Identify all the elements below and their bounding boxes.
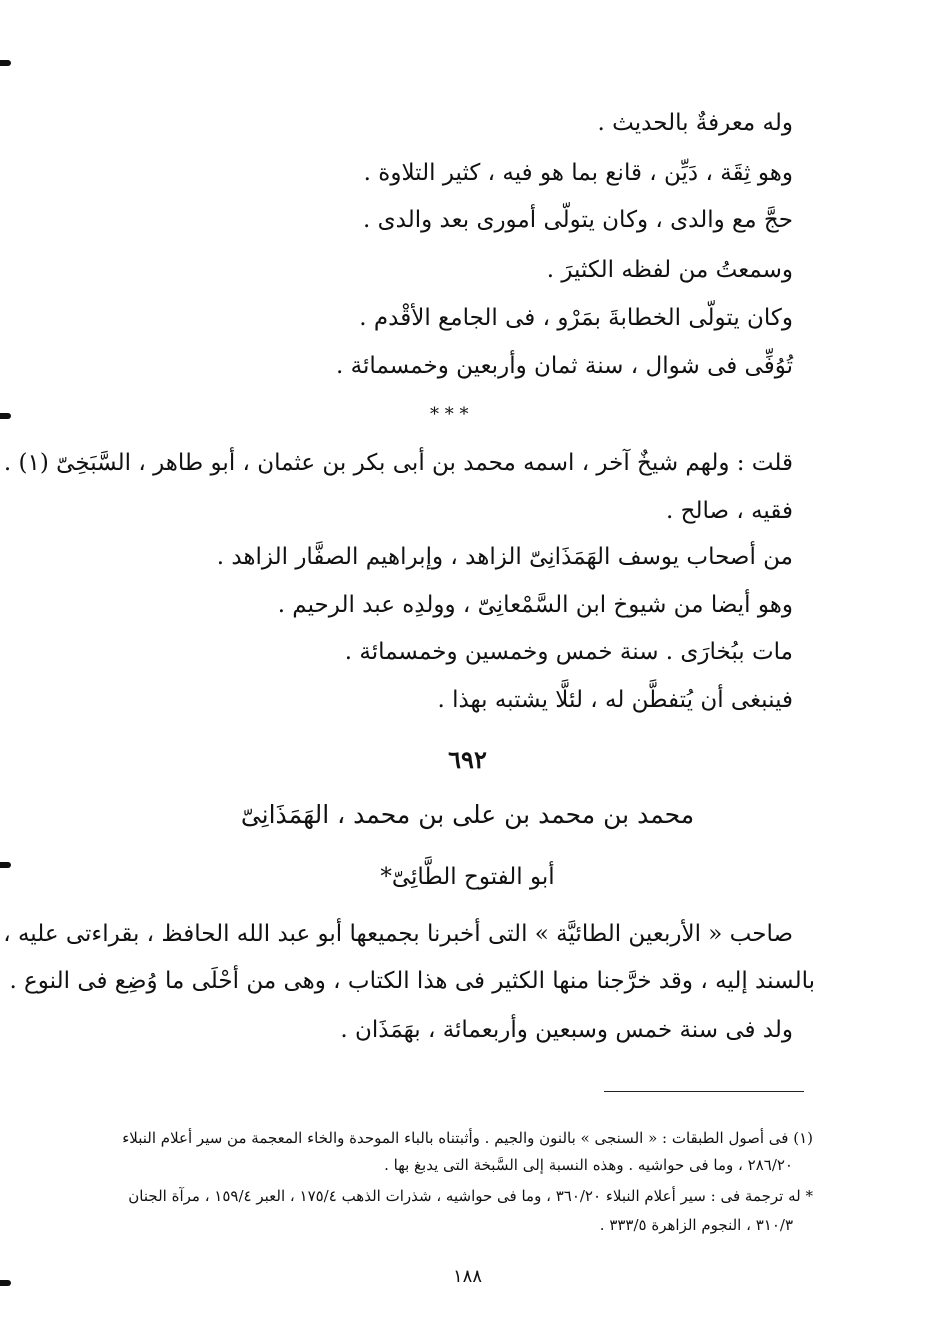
footnote-line: ٢٨٦/٢٠ ، وما فى حواشيه . وهذه النسبة إلى السَّبخة التى يدبغ بها . (384, 1156, 793, 1174)
body-line: وهو أيضا من شيوخ ابن السَّمْعانِىّ ، وولدِه عبد الرحيم . (277, 592, 793, 618)
body-line: وكان يتولّى الخطابةَ بمَرْو ، فى الجامع الأقْدم . (359, 305, 793, 331)
section-separator: * * * (430, 404, 469, 425)
footnote-line: ٣١٠/٣ ، النجوم الزاهرة ٣٣٣/٥ . (599, 1216, 793, 1234)
body-line: مات ببُخارَى . سنة خمس وخمسين وخمسمائة . (344, 639, 793, 665)
entry-number: ٦٩٢ (448, 745, 487, 774)
body-line: حجَّ مع والدى ، وكان يتولّى أمورى بعد والدى . (363, 207, 793, 233)
body-line: قلت : ولهم شيخٌ آخر ، اسمه محمد بن أبى بكر بن عثمان ، أبو طاهر ، السَّبَخِىّ (١) . (3, 450, 793, 476)
entry-name: محمد بن محمد بن على بن محمد ، الهَمَذَانِىّ (240, 800, 695, 829)
body-line: بالسند إليه ، وقد خرَّجنا منها الكثير فى هذا الكتاب ، وهى من أحْلَى ما وُضِع فى النوع . (9, 968, 815, 994)
body-line: صاحب « الأربعين الطائيَّة » التى أخبرنا بجميعها أبو عبد الله الحافظ ، بقراءتى عليه ، (3, 921, 793, 947)
entry-kunya: أبو الفتوح الطَّائِىّ* (380, 864, 555, 890)
body-line: وسمعتُ من لفظه الكثيرَ . (546, 257, 793, 283)
body-line: ولد فى سنة خمس وسبعين وأربعمائة ، بهَمَذَان . (340, 1017, 793, 1043)
body-line: وله معرفةٌ بالحديث . (597, 110, 793, 136)
body-line: تُوُفِّى فى شوال ، سنة ثمان وأربعين وخمسمائة . (336, 353, 793, 379)
margin-mark (0, 413, 11, 419)
footnote-line: (١) فى أصول الطبقات : « السنجى » بالنون والجيم . وأثبتناه بالباء الموحدة والخاء المعجمة من سير أعلام النبلاء (122, 1129, 813, 1147)
footnote-divider (604, 1091, 804, 1092)
body-line: وهو ثِقَة ، دَيِّن ، قانع بما هو فيه ، كثير التلاوة . (363, 160, 793, 186)
body-line: فينبغى أن يُتفطَّن له ، لئلَّا يشتبه بهذا . (437, 687, 793, 713)
margin-mark (0, 60, 11, 66)
body-line: من أصحاب يوسف الهَمَذَانِىّ الزاهد ، وإبراهيم الصفَّار الزاهد . (216, 544, 793, 570)
footnote-line: * له ترجمة فى : سير أعلام النبلاء ٣٦٠/٢٠ ، وما فى حواشيه ، شذرات الذهب ١٧٥/٤ ، العبر ١٥٩/٤ ، مرآة الجنان (128, 1187, 813, 1205)
page-number: ١٨٨ (452, 1266, 482, 1287)
body-line: فقيه ، صالح . (666, 498, 793, 524)
